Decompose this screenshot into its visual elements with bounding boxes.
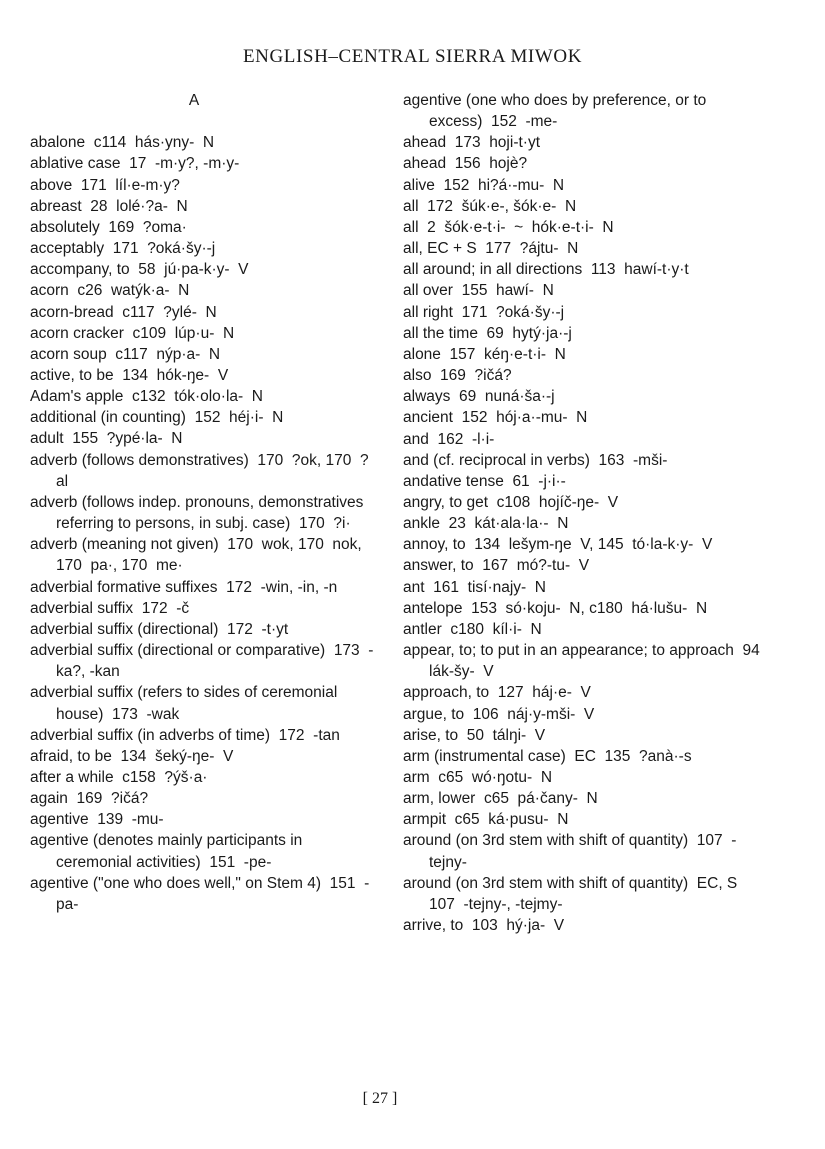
- dictionary-entry: adverb (follows indep. pronouns, demonstratives referring to persons, in subj. case) 170 ?i·: [30, 493, 368, 533]
- dictionary-entry: around (on 3rd stem with shift of quantity) EC, S 107 -tejny-, -tejmy-: [403, 874, 746, 913]
- dictionary-entry: arm (instrumental case) EC 135 ?anà·-s: [403, 747, 692, 765]
- dictionary-entry: angry, to get c108 hojíč-ŋe- V: [403, 493, 619, 511]
- dictionary-entry: abreast 28 lolé·?a- N: [30, 197, 188, 215]
- dictionary-entry: absolutely 169 ?oma·: [30, 218, 187, 236]
- dictionary-entry: ankle 23 kát·ala·la·- N: [403, 515, 569, 533]
- dictionary-entry: adverb (meaning not given) 170 wok, 170 nok, 170 pa·, 170 me·: [30, 536, 367, 575]
- dictionary-entry: all around; in all directions 113 hawí-t·y·t: [403, 261, 689, 279]
- dictionary-entry: agentive (one who does by preference, or to excess) 152 -me-: [403, 92, 711, 131]
- dictionary-entry: antler c180 kíl·i- N: [403, 620, 542, 638]
- dictionary-entry: abalone c114 hás·yny- N: [30, 134, 215, 152]
- dictionary-entry: ahead 156 hojè?: [403, 155, 528, 173]
- dictionary-entry: again 169 ?ičá?: [30, 790, 149, 808]
- dictionary-entry: adverbial suffix (directional or comparative) 173 -ka?, -kan: [30, 642, 374, 681]
- right-column: [403, 90, 769, 936]
- dictionary-entry: all over 155 hawí- N: [403, 282, 554, 300]
- dictionary-entry: all right 171 ?oká·šy·-j: [403, 303, 565, 321]
- dictionary-entry: adverb (follows demonstratives) 170 ?ok, 170 ?al: [30, 451, 369, 490]
- dictionary-entry: and (cf. reciprocal in verbs) 163 -mši-: [403, 451, 668, 469]
- dictionary-entry: agentive 139 -mu-: [30, 811, 164, 829]
- dictionary-entry: armpit c65 ká·pusu- N: [403, 811, 569, 829]
- dictionary-entry: annoy, to 134 lešym-ŋe V, 145 tó·la-k·y- V: [403, 536, 713, 554]
- left-entry-list: [30, 132, 380, 915]
- dictionary-entry: around (on 3rd stem with shift of quantity) 107 -tejny-: [403, 832, 737, 871]
- dictionary-entry: andative tense 61 -j·i·-: [403, 472, 566, 490]
- dictionary-entry: accompany, to 58 jú·pa-k·y- V: [30, 261, 249, 279]
- dictionary-entry: adult 155 ?ypé·la- N: [30, 430, 183, 448]
- dictionary-entry: adverbial suffix 172 -č: [30, 599, 190, 617]
- page-number: [ 27 ]: [362, 1090, 398, 1107]
- dictionary-entry: arm, lower c65 pá·čany- N: [403, 790, 598, 808]
- dictionary-entry: additional (in counting) 152 héj·i- N: [30, 409, 284, 427]
- dictionary-entry: ahead 173 hoji-t·yt: [403, 134, 541, 152]
- dictionary-entry: above 171 líl·e-m·y?: [30, 176, 180, 194]
- dictionary-entry: approach, to 127 háj·e- V: [403, 684, 591, 702]
- dictionary-entry: alive 152 hi?á·-mu- N: [403, 176, 565, 194]
- dictionary-entry: answer, to 167 mó?-tu- V: [403, 557, 590, 575]
- section-letter: A: [188, 92, 200, 109]
- dictionary-entry: after a while c158 ?ýš·a·: [30, 768, 208, 786]
- dictionary-entry: argue, to 106 náj·y-mši- V: [403, 705, 595, 723]
- dictionary-entry: appear, to; to put in an appearance; to approach 94 lák-šy- V: [403, 642, 769, 681]
- dictionary-entry: adverbial formative suffixes 172 -win, -in, -n: [30, 578, 338, 596]
- dictionary-entry: all the time 69 hytý·ja·-j: [403, 324, 572, 342]
- dictionary-entry: ant 161 tisí·najy- N: [403, 578, 547, 596]
- dictionary-entry: arise, to 50 tálŋi- V: [403, 726, 546, 744]
- dictionary-entry: also 169 ?ičá?: [403, 367, 512, 385]
- dictionary-entry: adverbial suffix (refers to sides of ceremonial house) 173 -wak: [30, 684, 342, 723]
- dictionary-entry: agentive (denotes mainly participants in ceremonial activities) 151 -pe-: [30, 832, 307, 871]
- dictionary-entry: acceptably 171 ?oká·šy·-j: [30, 240, 216, 258]
- page-title: ENGLISH–CENTRAL SIERRA MIWOK: [242, 46, 583, 67]
- dictionary-entry: alone 157 kéŋ·e-t·i- N: [403, 345, 566, 363]
- dictionary-entry: all 2 šók·e-t·i- ~ hók·e-t·i- N: [403, 218, 614, 236]
- dictionary-entry: afraid, to be 134 šeký-ŋe- V: [30, 747, 234, 765]
- dictionary-entry: acorn-bread c117 ?ylé- N: [30, 303, 217, 321]
- dictionary-entry: Adam's apple c132 tók·olo·la- N: [30, 388, 263, 406]
- dictionary-entry: ancient 152 hój·a·-mu- N: [403, 409, 588, 427]
- dictionary-entry: adverbial suffix (directional) 172 -t·yt: [30, 620, 289, 638]
- dictionary-entry: adverbial suffix (in adverbs of time) 172 -tan: [30, 726, 340, 744]
- dictionary-entry: all 172 šúk·e-, šók·e- N: [403, 197, 577, 215]
- right-entry-list: [403, 90, 769, 936]
- dictionary-entry: acorn soup c117 nýp·a- N: [30, 345, 221, 363]
- dictionary-entry: active, to be 134 hók-ŋe- V: [30, 367, 229, 385]
- dictionary-entry: acorn cracker c109 lúp·u- N: [30, 324, 235, 342]
- dictionary-entry: always 69 nuná·ša·-j: [403, 388, 555, 406]
- dictionary-entry: all, EC + S 177 ?ájtu- N: [403, 240, 579, 258]
- dictionary-entry: and 162 -l·i-: [403, 430, 495, 448]
- left-column: [30, 90, 380, 915]
- dictionary-entry: acorn c26 watýk·a- N: [30, 282, 190, 300]
- dictionary-entry: agentive ("one who does well," on Stem 4) 151 -pa-: [30, 874, 370, 913]
- dictionary-entry: antelope 153 só·koju- N, c180 há·lušu- N: [403, 599, 708, 617]
- dictionary-entry: ablative case 17 -m·y?, -m·y-: [30, 155, 240, 173]
- dictionary-entry: arm c65 wó·ŋotu- N: [403, 769, 553, 786]
- dictionary-entry: arrive, to 103 hý·ja- V: [403, 917, 565, 935]
